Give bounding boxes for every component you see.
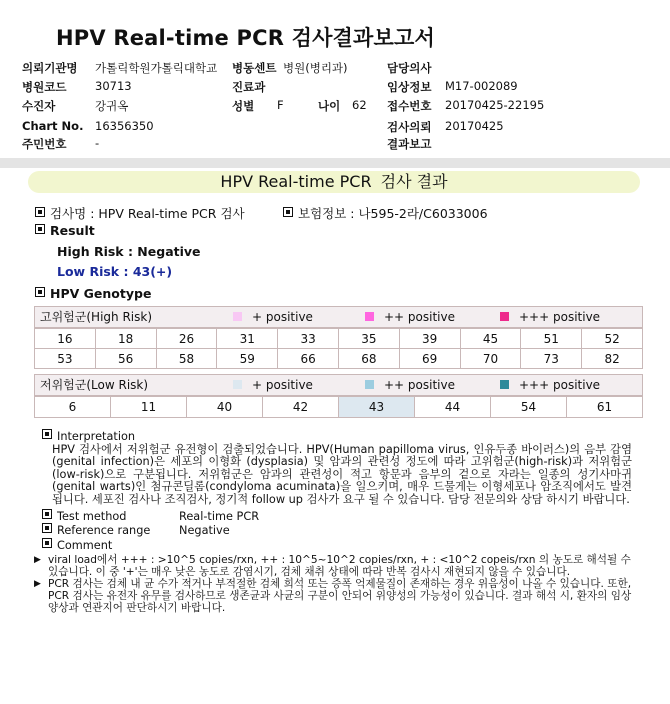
resident-value: - [95, 136, 100, 150]
genotype-cell: 66 [278, 349, 339, 369]
low-risk-group-label: 저위험군(Low Risk) [40, 378, 149, 392]
genotype-cell: 70 [460, 349, 521, 369]
reference-value: Negative [179, 524, 230, 538]
genotype-cell: 44 [415, 397, 491, 418]
genotype-cell: 35 [338, 329, 399, 349]
age-value: 62 [352, 98, 367, 112]
genotype-cell: 52 [582, 329, 643, 349]
result-banner [28, 171, 640, 193]
result-report-label: 결과보고 [387, 137, 432, 151]
high-legend-plus3 [500, 307, 600, 327]
resident-label: 주민번호 [22, 137, 67, 151]
insurance-info: 보험정보 : 나595-2라/C6033006 [298, 206, 488, 221]
genotype-cell: 73 [521, 349, 582, 369]
comment-text-1: viral load에서 +++ : >10^5 copies/rxn, ++ : 10^5~10^2 copies/rxn, + : <10^2 copeis/rxn 의 농도로 해석될 수 있습니다. 이 중 '+'는 매우 낮은 농도로 감염시기, 검체 채취 상태에 따라 반복 검사시 재현되지 않을 수 있습니다. [48, 554, 631, 579]
receipt-label: 접수번호 [387, 99, 432, 113]
hospital-code-value: 30713 [95, 79, 132, 93]
genotype-cell: 82 [582, 349, 643, 369]
legend-label: + positive [252, 378, 313, 392]
genotype-cell: 18 [95, 329, 156, 349]
chart-label: Chart No. [22, 119, 84, 133]
section-divider [0, 158, 670, 168]
low-legend-plus3 [500, 375, 600, 395]
high-risk-genotype-table [34, 328, 643, 369]
chart-value: 16356350 [95, 119, 154, 133]
test-method-value: Real-time PCR [179, 509, 260, 523]
comment-item [34, 554, 632, 578]
interpretation-text: HPV 검사에서 저위험군 유전형이 검출되었습니다. HPV(Human papilloma virus, 인유두종 바이러스)의 음부 감염(genital infection)은 세포의 이형화 (dysplasia) 및 암과의 관련성 정도에 따라 고위험군(high-risk)과 저위험군(low-risk)으로 구분됩니다. 저위험군은 암과의 관련성이 적고 항문과 음부의 겉으로 자라는 일종의 성기사마귀(genital warts)인 첨규콘딜롬(condyloma acuminata)을 일으키며, 매우 드물게는 이형세포나 암조직에서도 발견 됩니다. 세포진 검사나 조직검사, 정기적 follow up 검사가 요구 될 수 있습니다. 담당 전문의와 상담 하시기 바랍니다. [52, 442, 632, 506]
square-bullet-icon [42, 523, 52, 533]
genotype-heading: HPV Genotype [50, 286, 152, 301]
square-bullet-icon [35, 287, 45, 297]
square-bullet-icon [35, 224, 45, 234]
org-value: 가톨릭학원가톨릭대학교 [95, 61, 218, 75]
genotype-cell: 54 [491, 397, 567, 418]
hospital-code-label: 병원코드 [22, 80, 67, 94]
genotype-cell: 31 [217, 329, 278, 349]
receipt-value: 20170425-22195 [445, 98, 545, 112]
banner-title-ko: 검사 결과 [380, 172, 448, 191]
interpretation-label: Interpretation [57, 430, 136, 443]
high-risk-legend [34, 306, 643, 328]
genotype-cell: 45 [460, 329, 521, 349]
high-risk-result: High Risk : Negative [57, 244, 201, 259]
square-bullet-icon [35, 207, 45, 217]
genotype-cell: 26 [156, 329, 217, 349]
genotype-heading-row [35, 286, 151, 301]
interpretation-section [34, 429, 632, 615]
test-name: 검사명 : HPV Real-time PCR 검사 [50, 206, 245, 221]
high-legend-plus2 [365, 307, 455, 327]
plus3-swatch-icon [500, 380, 509, 389]
reference-label: Reference range [57, 524, 151, 538]
high-risk-row-1 [35, 329, 643, 349]
result-heading-row [35, 223, 95, 238]
genotype-cell: 61 [567, 397, 643, 418]
report-body [20, 168, 660, 693]
request-label: 검사의뢰 [387, 120, 432, 134]
clinical-value: M17-002089 [445, 79, 518, 93]
low-risk-genotype-table [34, 396, 643, 418]
age-label: 나이 [318, 99, 341, 113]
comment-item [34, 578, 632, 614]
plus1-swatch-icon [233, 312, 242, 321]
plus2-swatch-icon [365, 312, 374, 321]
high-risk-group-label: 고위험군(High Risk) [40, 310, 152, 324]
report-title: HPV Real-time PCR 검사결과보고서 [56, 26, 435, 50]
genotype-cell: 56 [95, 349, 156, 369]
ward-value: 병원(병리과) [283, 61, 348, 75]
low-legend-plus1 [233, 375, 313, 395]
legend-label: +++ positive [519, 378, 601, 392]
low-risk-legend [34, 374, 643, 396]
comment-text-2: PCR 검사는 검체 내 균 수가 적거나 부적절한 검체 희석 또는 증폭 억제물질이 존재하는 경우 위음성이 나올 수 있습니다. 또한, PCR 검사는 유전자 유무를 검사하므로 생존균과 사균의 구분이 안되어 위양성의 가능성이 있습니다. 결과 해석 시, 환자의 임상 양상과 연관지어 판단하시기 바랍니다. [48, 578, 632, 615]
comment-heading-row [42, 538, 632, 553]
sex-label: 성별 [232, 99, 255, 113]
comment-label: Comment [57, 538, 113, 552]
patient-value: 강귀옥 [95, 99, 129, 113]
genotype-cell: 6 [35, 397, 111, 418]
low-legend-plus2 [365, 375, 455, 395]
genotype-cell: 51 [521, 329, 582, 349]
dept-label: 진료과 [232, 80, 266, 94]
square-bullet-icon [283, 207, 293, 217]
plus1-swatch-icon [233, 380, 242, 389]
genotype-cell: 42 [263, 397, 339, 418]
square-bullet-icon [42, 509, 52, 519]
low-risk-result: Low Risk : 43(+) [57, 264, 173, 279]
insurance-row [283, 204, 488, 222]
banner-title-en: HPV Real-time PCR [220, 172, 372, 191]
genotype-cell: 59 [217, 349, 278, 369]
request-value: 20170425 [445, 119, 504, 133]
genotype-cell: 11 [111, 397, 187, 418]
genotype-cell: 16 [35, 329, 96, 349]
patient-label: 수진자 [22, 99, 56, 113]
genotype-cell: 40 [187, 397, 263, 418]
legend-label: ++ positive [384, 378, 455, 392]
test-name-row [35, 204, 245, 222]
clinical-label: 임상정보 [387, 80, 432, 94]
test-method-label: Test method [57, 509, 127, 523]
result-heading: Result [50, 223, 95, 238]
ward-label: 병동센트 [232, 61, 277, 75]
arrow-right-icon: ▶ [34, 579, 41, 590]
genotype-cell: 53 [35, 349, 96, 369]
doctor-label: 담당의사 [387, 61, 432, 75]
legend-label: ++ positive [384, 310, 455, 324]
arrow-right-icon: ▶ [34, 555, 41, 566]
high-risk-row-2 [35, 349, 643, 369]
low-risk-row [35, 397, 643, 418]
genotype-cell: 68 [338, 349, 399, 369]
test-method-row [42, 509, 632, 524]
square-bullet-icon [42, 429, 52, 439]
plus2-swatch-icon [365, 380, 374, 389]
legend-label: +++ positive [519, 310, 601, 324]
square-bullet-icon [42, 538, 52, 548]
genotype-cell: 33 [278, 329, 339, 349]
comment-block [34, 554, 632, 614]
org-label: 의뢰기관명 [22, 61, 78, 75]
genotype-cell: 69 [399, 349, 460, 369]
reference-row [42, 523, 632, 538]
sex-value: F [277, 98, 284, 112]
genotype-cell: 58 [156, 349, 217, 369]
plus3-swatch-icon [500, 312, 509, 321]
high-legend-plus1 [233, 307, 313, 327]
genotype-cell: 43 [339, 397, 415, 418]
genotype-cell: 39 [399, 329, 460, 349]
interpretation-heading-row [42, 429, 632, 444]
legend-label: + positive [252, 310, 313, 324]
